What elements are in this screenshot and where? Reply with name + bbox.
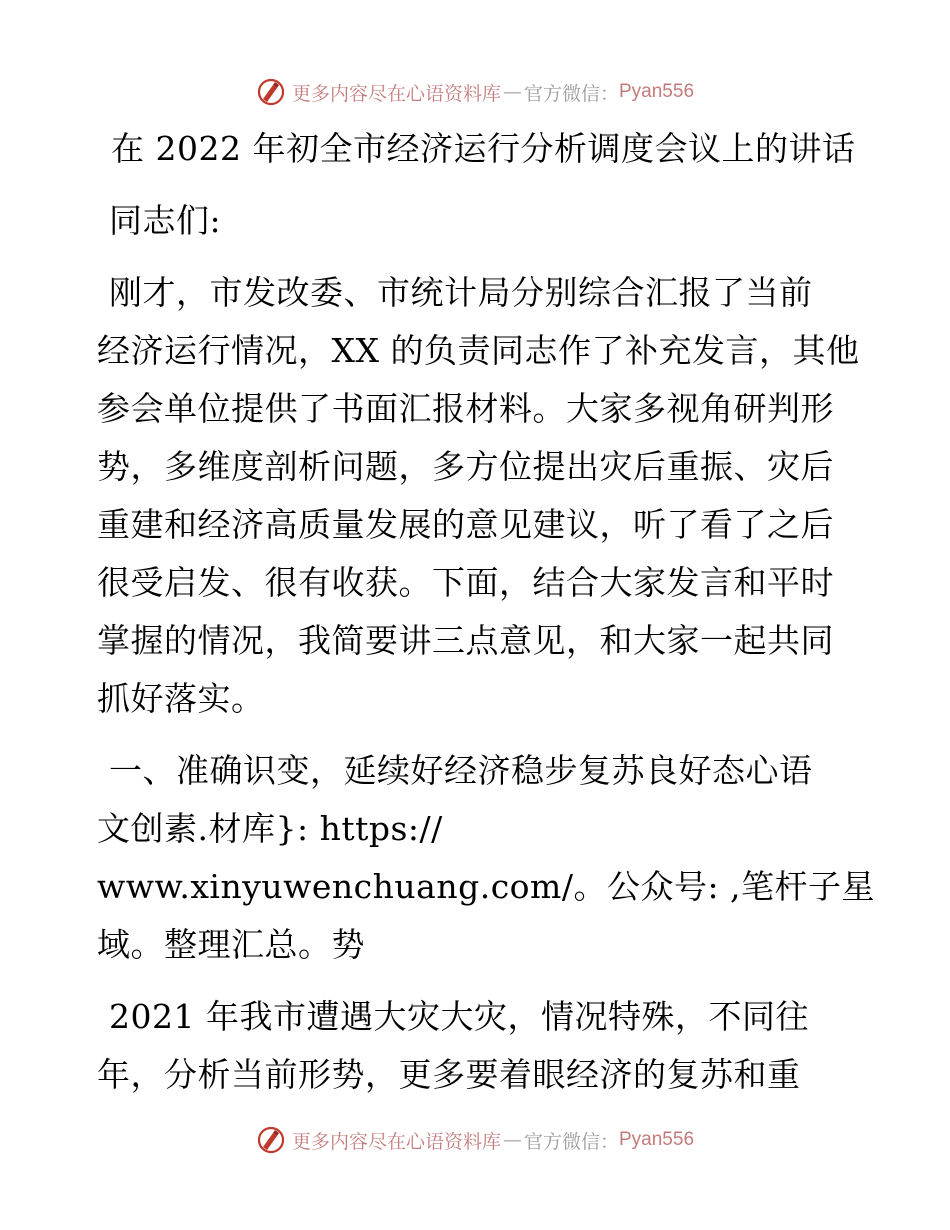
watermark-text: 更多内容尽在心语资料库 — [291, 82, 501, 105]
text-line: 2021 年我市遭遇大灾大灾，情况特殊，不同往 — [109, 997, 809, 1036]
text-line: 抓好落实。 — [97, 679, 265, 718]
salutation: 同志们: — [109, 201, 222, 240]
paragraph-section-one — [97, 742, 876, 974]
document-title: 在 2022 年初全市经济运行分析调度会议上的讲话 — [111, 129, 856, 168]
watermark-separator: — — [502, 1129, 522, 1151]
text-line: 掌握的情况，我简要讲三点意见，和大家一起共同 — [97, 621, 834, 660]
text-line: 刚才，市发改委、市统计局分别综合汇报了当前 — [109, 273, 813, 312]
text-line: 重建和经济高质量发展的意见建议，听了看了之后 — [97, 505, 834, 544]
text-line: 很受启发、很有收获。下面，结合大家发言和平时 — [97, 563, 834, 602]
text-line: 文创素.材库}: https:// — [97, 809, 443, 848]
paragraph-opening — [97, 264, 860, 728]
watermark-wechat-id: Pyan556 — [619, 81, 695, 102]
watermark-wechat-label: 官方微信： — [523, 1130, 619, 1153]
paragraph-2021 — [97, 988, 857, 1104]
text-line: www.xinyuwenchuang.com/。公众号: ,笔杆子星 — [97, 867, 876, 906]
text-line: 域。整理汇总。势 — [97, 925, 365, 964]
watermark-banner-bottom — [0, 1120, 950, 1160]
text-line: 势，多维度剖析问题，多方位提出灾后重振、灾后 — [97, 447, 834, 486]
pen-logo-icon — [256, 77, 286, 107]
watermark-separator: — — [502, 81, 522, 103]
text-line: 年，分析当前形势，更多要着眼经济的复苏和重 — [97, 1055, 801, 1094]
section-heading: 一、准确识变，延续好经济稳步复苏良好态心语 — [109, 751, 813, 790]
text-line: 参会单位提供了书面汇报材料。大家多视角研判形 — [97, 389, 834, 428]
watermark-wechat-id: Pyan556 — [619, 1129, 695, 1150]
watermark-text: 更多内容尽在心语资料库 — [291, 1130, 501, 1153]
text-line: 经济运行情况，XX 的负责同志作了补充发言，其他 — [97, 331, 860, 370]
watermark-banner-top — [0, 72, 950, 112]
document-body — [97, 120, 876, 1104]
watermark-wechat-label: 官方微信： — [523, 82, 619, 105]
pen-logo-icon — [256, 1125, 286, 1155]
